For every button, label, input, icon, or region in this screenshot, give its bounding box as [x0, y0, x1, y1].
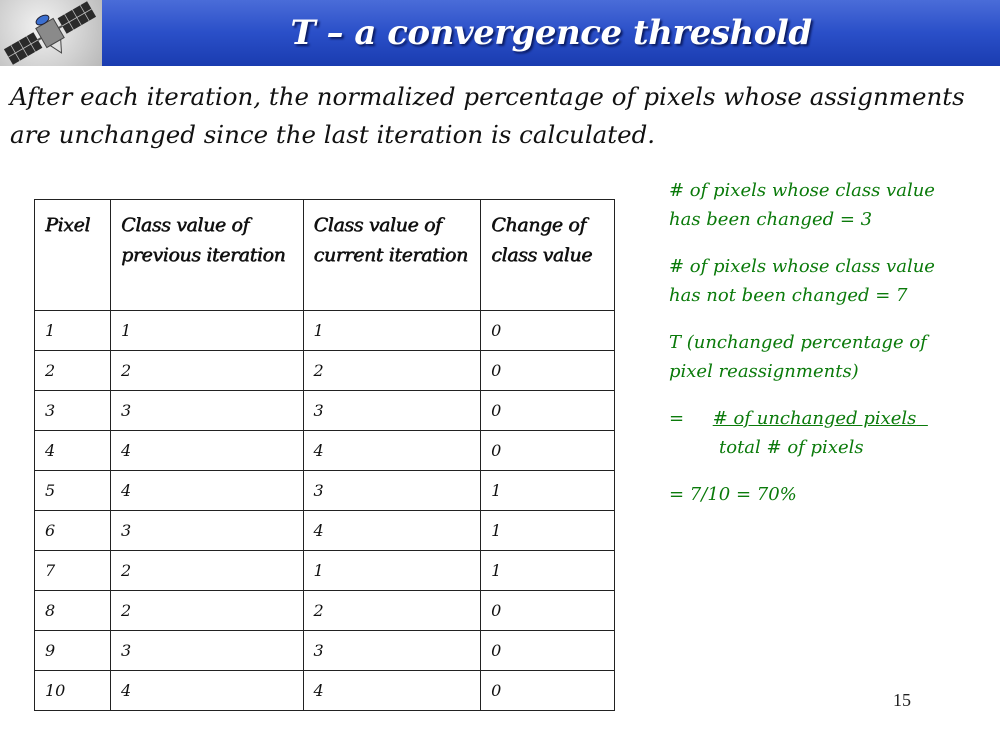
table-cell: 3 — [303, 631, 481, 671]
table-cell: 4 — [303, 431, 481, 471]
column-header-pixel: Pixel — [35, 200, 111, 311]
table-row — [35, 591, 615, 631]
table-cell: 0 — [481, 591, 615, 631]
table-row — [35, 511, 615, 551]
table-cell: 2 — [35, 351, 111, 391]
table-cell: 1 — [110, 311, 303, 351]
table-row — [35, 311, 615, 351]
table-cell: 0 — [481, 351, 615, 391]
table-cell: 1 — [35, 311, 111, 351]
table-cell: 0 — [481, 311, 615, 351]
table-row — [35, 631, 615, 671]
table-cell: 1 — [481, 511, 615, 551]
table-cell: 4 — [110, 431, 303, 471]
table-cell: 2 — [110, 351, 303, 391]
table-cell: 1 — [481, 551, 615, 591]
table-cell: 3 — [35, 391, 111, 431]
table-cell: 4 — [303, 511, 481, 551]
table-row — [35, 671, 615, 711]
table-cell: 3 — [303, 391, 481, 431]
formula-numerator-line — [669, 404, 969, 433]
pixel-table — [34, 199, 615, 711]
changed-count-note: # of pixels whose class value has been changed = 3 — [669, 180, 935, 230]
formula-numerator: # of unchanged pixels — [712, 408, 917, 429]
table-cell: 3 — [303, 471, 481, 511]
satellite-icon — [0, 0, 102, 66]
table-row — [35, 351, 615, 391]
table-row — [35, 431, 615, 471]
table-cell: 10 — [35, 671, 111, 711]
table-cell: 0 — [481, 671, 615, 711]
table-row — [35, 471, 615, 511]
column-header-previous: Class value of previous iteration — [110, 200, 303, 311]
column-header-current: Class value of current iteration — [303, 200, 481, 311]
table-cell: 8 — [35, 591, 111, 631]
table-cell: 0 — [481, 631, 615, 671]
table-cell: 7 — [35, 551, 111, 591]
equals-sign: = — [669, 408, 685, 429]
table-cell: 0 — [481, 391, 615, 431]
table-cell: 1 — [481, 471, 615, 511]
table-cell: 5 — [35, 471, 111, 511]
table-cell: 1 — [303, 551, 481, 591]
table-cell: 2 — [110, 591, 303, 631]
table-cell: 6 — [35, 511, 111, 551]
side-notes — [669, 176, 969, 527]
intro-paragraph: After each iteration, the normalized percentage of pixels whose assignments are unchanged since the last iteration is calculated. — [10, 82, 965, 149]
table-cell: 2 — [110, 551, 303, 591]
table-cell: 1 — [303, 311, 481, 351]
table-cell: 4 — [110, 471, 303, 511]
table-row — [35, 551, 615, 591]
table-cell: 9 — [35, 631, 111, 671]
table-cell: 3 — [110, 391, 303, 431]
column-header-change: Change of class value — [481, 200, 615, 311]
table-cell: 3 — [110, 511, 303, 551]
table-cell: 4 — [110, 671, 303, 711]
table-cell: 3 — [110, 631, 303, 671]
table-row — [35, 391, 615, 431]
table-header-row — [35, 200, 615, 311]
formula-result: = 7/10 = 70% — [669, 484, 797, 505]
table-cell: 2 — [303, 351, 481, 391]
table-cell: 0 — [481, 431, 615, 471]
page-number: 15 — [893, 690, 911, 710]
t-definition-note: T (unchanged percentage of pixel reassignments) — [669, 332, 927, 382]
page-title: T – a convergence threshold — [290, 13, 812, 53]
table-cell: 4 — [35, 431, 111, 471]
table-cell: 4 — [303, 671, 481, 711]
unchanged-count-note: # of pixels whose class value has not been changed = 7 — [669, 256, 935, 306]
formula-denominator: total # of pixels — [719, 437, 864, 458]
table-cell: 2 — [303, 591, 481, 631]
